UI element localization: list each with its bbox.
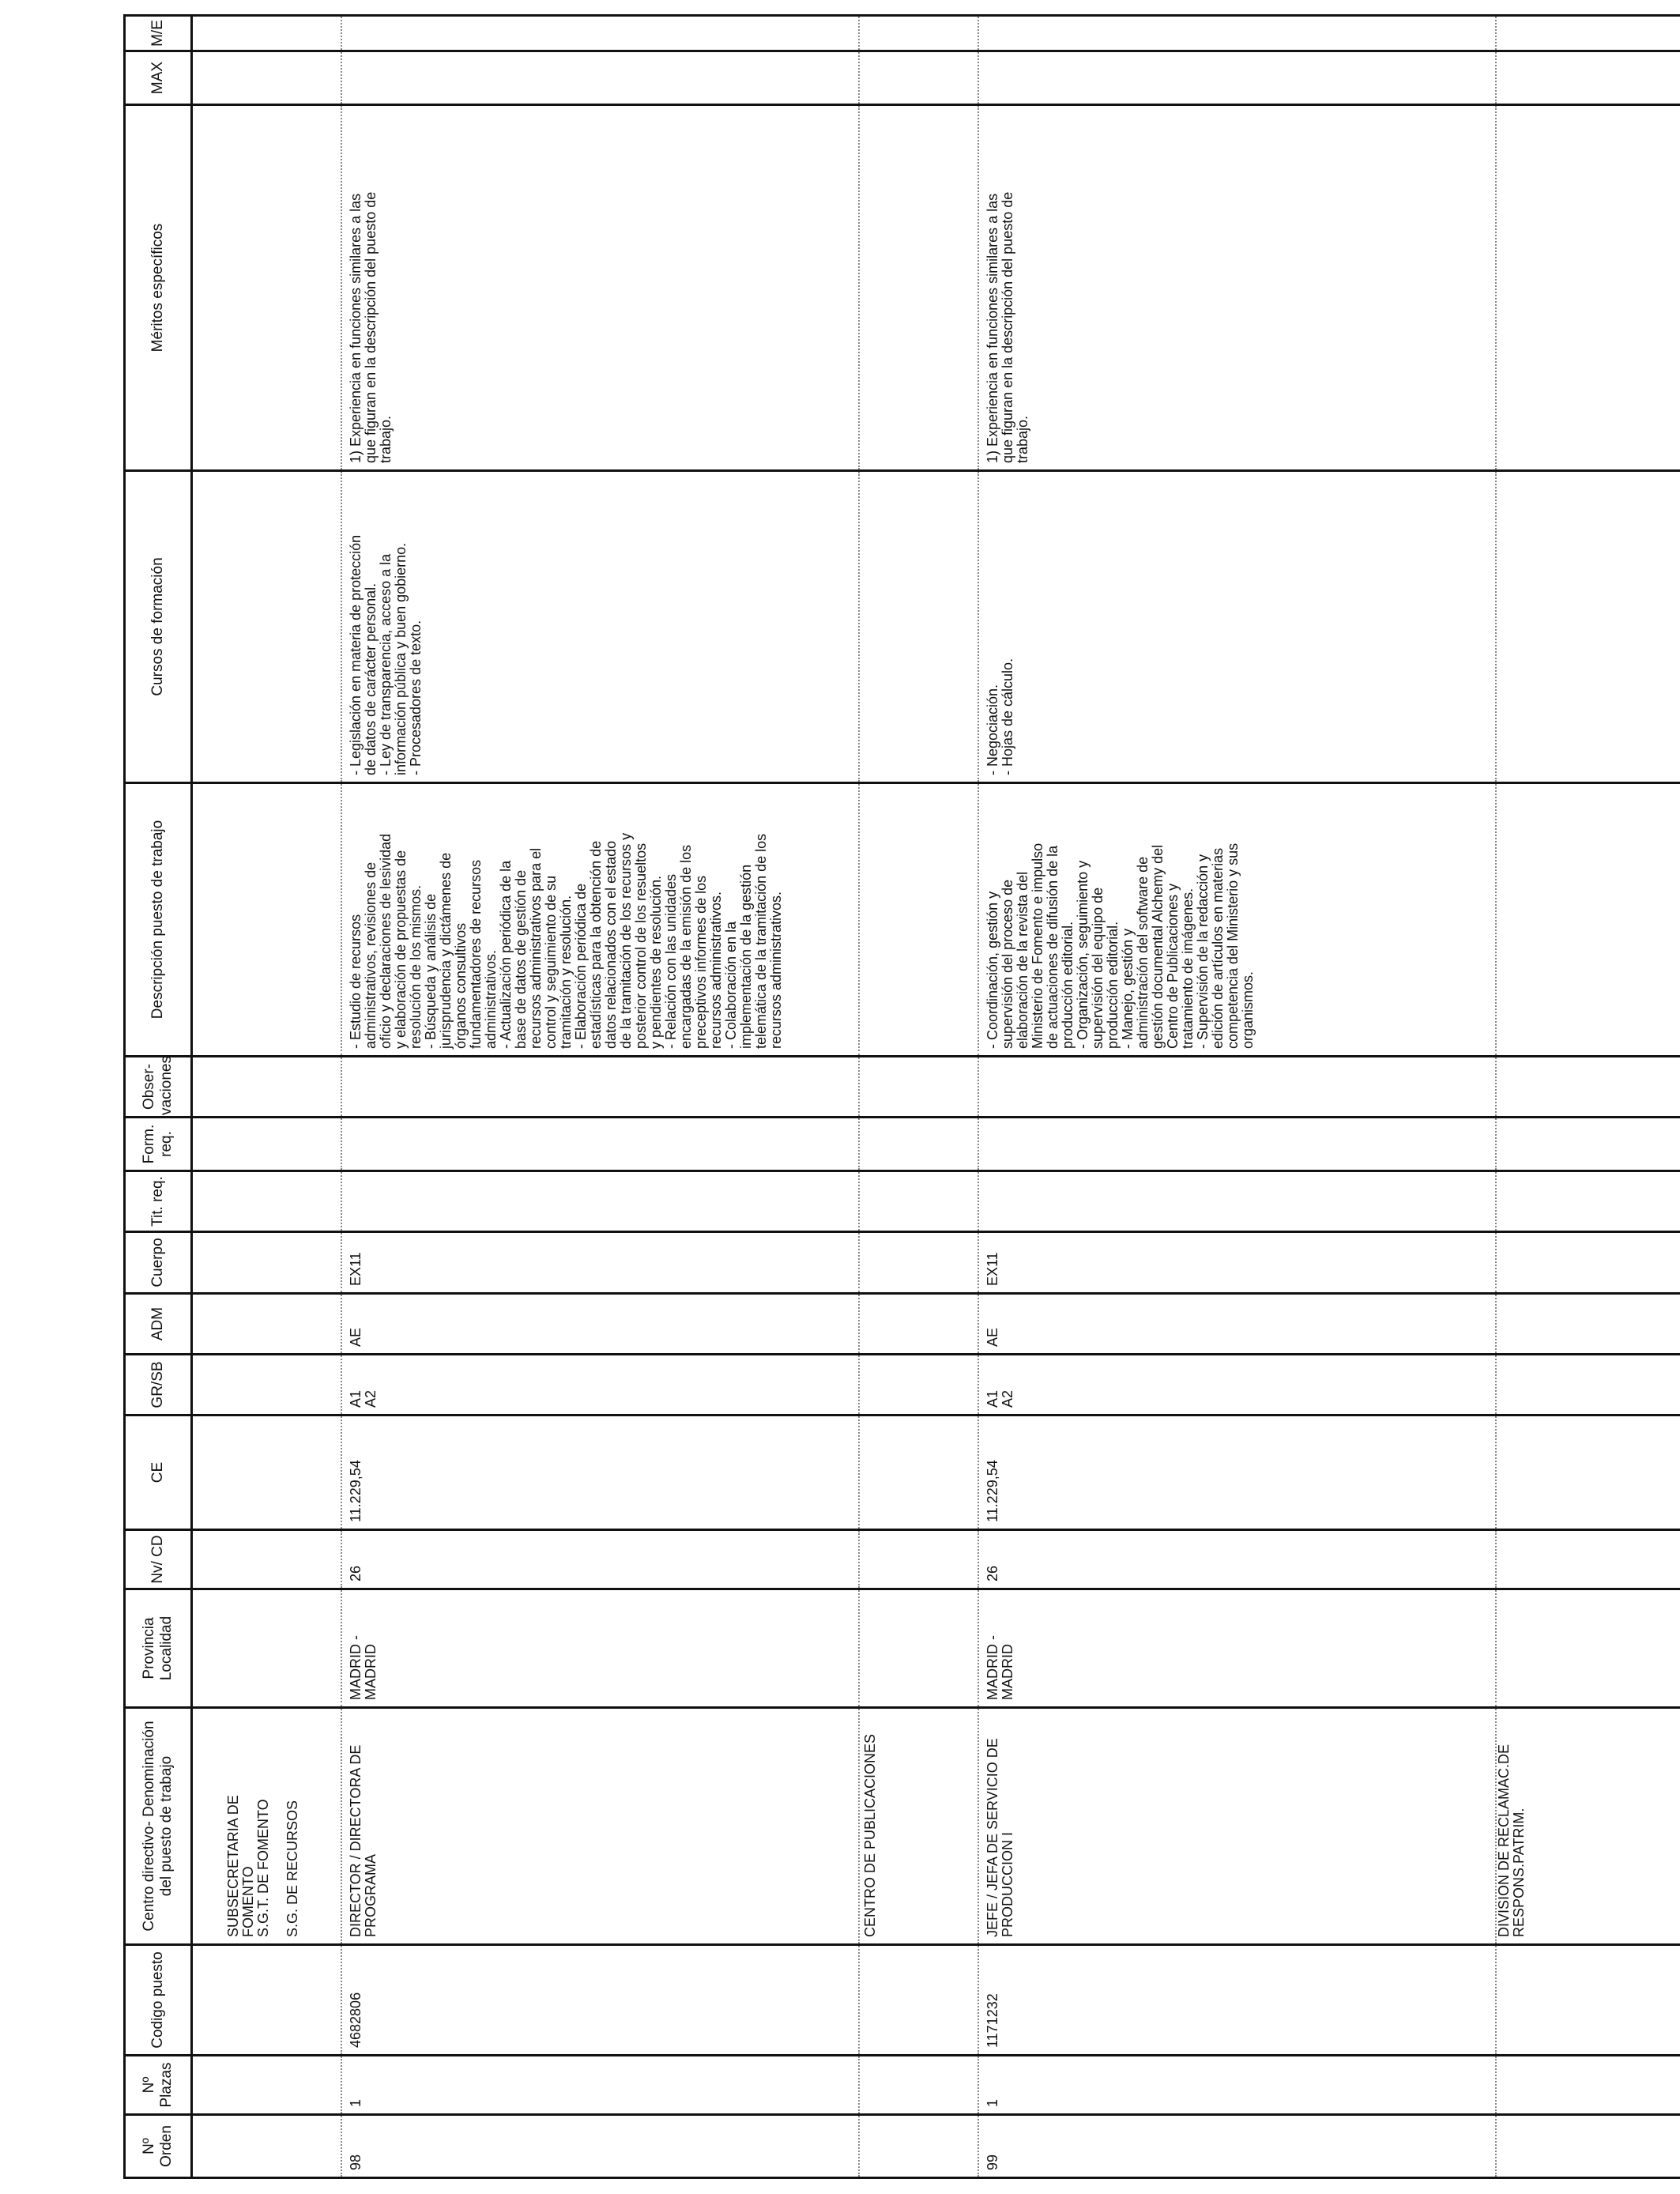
band-division-reclamac bbox=[1496, 16, 1680, 2178]
header-meritos: Méritos específicos bbox=[125, 105, 192, 471]
denominacion-cell: DIRECTOR / DIRECTORA DE PROGRAMA bbox=[341, 1708, 859, 1945]
plazas-cell: 1 bbox=[978, 2056, 1496, 2115]
denominacion-cell: JEFE / JEFA DE SERVICIO DE PRODUCCION I bbox=[978, 1708, 1496, 1945]
max-cell bbox=[978, 51, 1496, 105]
header-grsb: GR/SB bbox=[125, 1355, 192, 1416]
band-centro-text: CENTRO DE PUBLICACIONES bbox=[859, 1708, 978, 1945]
header-form: Form. req. bbox=[125, 1118, 192, 1171]
header-codigo: Codigo puesto bbox=[125, 1945, 192, 2056]
tit-cell bbox=[341, 1171, 859, 1232]
header-max: MAX bbox=[125, 51, 192, 105]
descripcion-cell: - Coordinación, gestión y supervisión del proceso de elaboración de la revista del Ministerio de Fomento e impulso de actuaciones de difusión de la producción editorial. - Organización, seguimiento y supervisión del equipo de producción editorial. - Manejo, gestión y administración del software de gestión documental Alchemy del Centro de Publicaciones y tratamiento de imágenes. - Supervisión de la redacción y edición de artículos en materias competencia del Ministerio y sus organismos. bbox=[978, 783, 1496, 1057]
obs-cell bbox=[341, 1057, 859, 1118]
adm-cell: AE bbox=[978, 1294, 1496, 1355]
provincia-cell: MADRID - MADRID bbox=[341, 1589, 859, 1708]
cursos-cell: - Negociación. - Hojas de cálculo. bbox=[978, 471, 1496, 783]
header-plazas: Nº Plazas bbox=[125, 2056, 192, 2115]
form-cell bbox=[341, 1118, 859, 1171]
header-adm: ADM bbox=[125, 1294, 192, 1355]
job-positions-table bbox=[123, 14, 1680, 2179]
header-descripcion: Descripción puesto de trabajo bbox=[125, 783, 192, 1057]
nvcd-cell: 26 bbox=[341, 1530, 859, 1589]
band-subsecretaria bbox=[192, 16, 342, 2178]
provincia-cell: MADRID - MADRID bbox=[978, 1589, 1496, 1708]
tit-cell bbox=[978, 1171, 1496, 1232]
meritos-cell: 1) Experiencia en funciones similares a las que figuran en la descripción del puesto de trabajo. bbox=[978, 105, 1496, 471]
header-provincia: Provincia Localidad bbox=[125, 1589, 192, 1708]
form-cell bbox=[978, 1118, 1496, 1171]
adm-cell: AE bbox=[341, 1294, 859, 1355]
plazas-cell: 1 bbox=[341, 2056, 859, 2115]
codigo-cell: 1171232 bbox=[978, 1945, 1496, 2056]
orden-cell: 99 bbox=[978, 2115, 1496, 2178]
max-cell bbox=[341, 51, 859, 105]
header-cuerpo: Cuerpo bbox=[125, 1232, 192, 1294]
header-row bbox=[125, 16, 192, 2178]
me-cell bbox=[978, 16, 1496, 51]
table-row bbox=[978, 16, 1496, 2178]
ce-cell: 11.229,54 bbox=[341, 1416, 859, 1530]
header-nvcd: Nv/ CD bbox=[125, 1530, 192, 1589]
ce-cell: 11.229,54 bbox=[978, 1416, 1496, 1530]
header-centro: Centro directivo- Denominación del puesto de trabajo bbox=[125, 1708, 192, 1945]
header-tit: Tit. req. bbox=[125, 1171, 192, 1232]
table-row bbox=[341, 16, 859, 2178]
cuerpo-cell: EX11 bbox=[341, 1232, 859, 1294]
meritos-cell: 1) Experiencia en funciones similares a las que figuran en la descripción del puesto de trabajo. bbox=[341, 105, 859, 471]
band-centro-publicaciones bbox=[859, 16, 978, 2178]
descripcion-cell: - Estudio de recursos administrativos, revisiones de oficio y declaraciones de lesividad y elaboración de propuestas de resolución de los mismos. - Búsqueda y análisis de jurisprudencia y dictámenes de órganos consultivos fundamentadores de recursos administrativos. - Actualización periódica de la base de datos de gestión de recursos administrativos para el control y seguimiento de su tramitación y resolución. - Elaboración periódica de estadísticas para la obtención de datos relacionados con el estado de la tramitación de los recursos y posterior control de los resueltos y pendientes de resolución. - Relación con las unidades encargadas de la emisión de los preceptivos informes de los recursos administrativos. - Colaboración en la implementación de la gestión telemática de la tramitación de los recursos administrativos. bbox=[341, 783, 859, 1057]
nvcd-cell: 26 bbox=[978, 1530, 1496, 1589]
orden-cell: 98 bbox=[341, 2115, 859, 2178]
cuerpo-cell: EX11 bbox=[978, 1232, 1496, 1294]
header-obs: Obser- vaciones bbox=[125, 1057, 192, 1118]
band-centro-text: DIVISION DE RECLAMAC.DE RESPONS.PATRIM. bbox=[1496, 1708, 1680, 1945]
cursos-cell: - Legislación en materia de protección de datos de carácter personal. - Ley de transparencia, acceso a la información pública y buen gobierno. - Procesadores de texto. bbox=[341, 471, 859, 783]
header-ce: CE bbox=[125, 1416, 192, 1530]
header-me: M/E bbox=[125, 16, 192, 51]
me-cell bbox=[341, 16, 859, 51]
header-cursos: Cursos de formación bbox=[125, 471, 192, 783]
obs-cell bbox=[978, 1057, 1496, 1118]
grsb-cell: A1 A2 bbox=[341, 1355, 859, 1416]
codigo-cell: 4682806 bbox=[341, 1945, 859, 2056]
band-centro-text: SUBSECRETARIA DE FOMENTO S.G.T. DE FOMENTO S.G. DE RECURSOS bbox=[192, 1708, 342, 1945]
header-orden: Nº Orden bbox=[125, 2115, 192, 2178]
grsb-cell: A1 A2 bbox=[978, 1355, 1496, 1416]
